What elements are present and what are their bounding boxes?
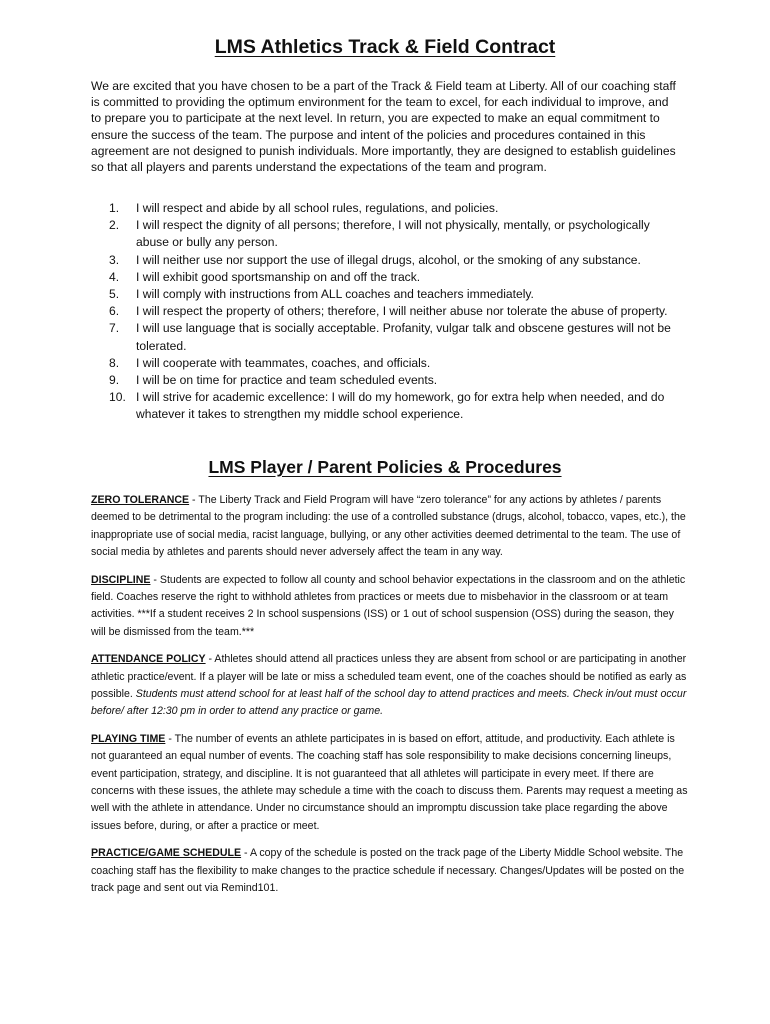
rule-text: I will be on time for practice and team scheduled events. bbox=[136, 373, 438, 388]
policy-label: PLAYING TIME bbox=[91, 733, 166, 746]
policy-schedule bbox=[91, 845, 691, 897]
rule-number: 7. bbox=[109, 321, 120, 336]
rule-number: 6. bbox=[109, 304, 120, 319]
rule-number: 8. bbox=[109, 355, 120, 370]
rule-item bbox=[91, 286, 681, 303]
rule-text: I will exhibit good sportsmanship on and off the track. bbox=[136, 269, 421, 284]
rule-item bbox=[91, 217, 681, 251]
policy-separator: - bbox=[165, 733, 175, 746]
rule-number: 4. bbox=[109, 269, 120, 284]
policy-separator: - bbox=[150, 573, 160, 586]
rule-item bbox=[91, 303, 681, 320]
policy-discipline bbox=[91, 572, 691, 641]
policy-attendance bbox=[91, 651, 691, 720]
rule-text: I will strive for academic excellence: I will do my homework, go for extra help when needed, and do whatever it takes to strengthen my middle school experience. bbox=[136, 390, 665, 422]
contract-intro: We are excited that you have chosen to be a part of the Track & Field team at Liberty. All of our coaching staff is committed to providing the optimum environment for the team to excel, for each individual to improve, and to prepare you to participate at the next level. In return, you are expected to make an equal commitment to ensure the success of the team. The purpose and intent of the policies and procedures contained in this agreement are not designed to punish individuals. More importantly, they are designed to establish guidelines so that all players and parents understand the expectations of the team and program. bbox=[91, 79, 676, 175]
policy-label: DISCIPLINE bbox=[91, 573, 151, 586]
policy-separator: - bbox=[189, 494, 199, 506]
rule-number: 3. bbox=[109, 252, 120, 267]
rules-list bbox=[91, 200, 681, 424]
contract-title: LMS Athletics Track & Field Contract bbox=[214, 36, 556, 58]
rule-text: I will respect the dignity of all persons; therefore, I will not physically, mentally, or psychologically abuse or bully any person. bbox=[136, 218, 650, 250]
rule-item bbox=[91, 389, 681, 423]
rule-text: I will respect and abide by all school rules, regulations, and policies. bbox=[136, 201, 499, 215]
rule-number: 1. bbox=[109, 201, 120, 215]
policy-label: ZERO TOLERANCE bbox=[91, 494, 190, 506]
rule-number: 2. bbox=[109, 218, 120, 233]
rule-number: 9. bbox=[109, 373, 120, 388]
rule-item bbox=[91, 200, 681, 217]
policy-text: The Liberty Track and Field Program will have “zero tolerance” for any actions by athletes / parents deemed to be detrimental to the program including: the use of a controlled substance (drugs, alcohol, tobacco, vapes, etc.), the inappropriate use of social media, racist language, bullying, or any other activities deemed detrimental to the team. The use of social media by athletes and parents should never adversely affect the team in any way. bbox=[91, 494, 686, 558]
policy-text: Students are expected to follow all county and school behavior expectations in the classroom and on the athletic field. Coaches reserve the right to withhold athletes from practices or meets due to misbehavior in the classroom or at team activities. ***If a student receives 2 In school suspensions (ISS) or 1 out of school suspension (OSS) during the season, they will be dismissed from the team.*** bbox=[91, 573, 686, 638]
policy-separator: - bbox=[205, 653, 215, 666]
policy-text: A copy of the schedule is posted on the track page of the Liberty Middle School website. The coaching staff has the flexibility to make changes to the practice schedule if necessary. Changes/Updates will be posted on the track page and sent out via Remind101. bbox=[91, 847, 685, 894]
policy-text: Athletes should attend all practices unless they are absent from school or are participating in another athletic practice/event. If a player will be late or miss a scheduled team event, one of the coaches should be notified as early as possible. bbox=[91, 653, 687, 700]
policy-text: The number of events an athlete participates in is based on effort, attitude, and productivity. Each athlete is not guaranteed an equal number of events. The coaching staff has sole responsibility to make decisions concerning lineups, event participation, strategy, and discipline. It is not guaranteed that all athletes will participate in every meet. If there are concerns with these issues, the athlete may schedule a time with the coach to discuss them. Parents may request a meeting as well with the athlete in attendance. Under no circumstance should an impromptu discussion take place regarding the above issues before, during, or after a practice or meet. bbox=[91, 733, 688, 832]
policy-separator: - bbox=[241, 847, 250, 860]
policy-zero-tolerance bbox=[91, 492, 691, 561]
rule-number: 5. bbox=[109, 287, 120, 302]
policies-section bbox=[91, 492, 691, 908]
rule-text: I will use language that is socially acceptable. Profanity, vulgar talk and obscene gestures will not be tolerated. bbox=[136, 321, 671, 353]
policy-emphasis: Students must attend school for at least half of the school day to attend practices and meets. Check in/out must occur before/ after 12:30 pm in order to attend any practice or game. bbox=[91, 687, 687, 718]
policy-label: PRACTICE/GAME SCHEDULE bbox=[91, 847, 242, 860]
rule-item bbox=[91, 372, 681, 389]
rule-text: I will respect the property of others; therefore, I will neither abuse nor tolerate the abuse of property. bbox=[136, 304, 668, 319]
rule-item bbox=[91, 252, 681, 269]
rule-text: I will comply with instructions from ALL coaches and teachers immediately. bbox=[136, 287, 534, 302]
rule-text: I will neither use nor support the use of illegal drugs, alcohol, or the smoking of any substance. bbox=[136, 252, 641, 267]
policy-playing-time bbox=[91, 731, 691, 835]
policy-label: ATTENDANCE POLICY bbox=[91, 653, 206, 666]
rule-text: I will cooperate with teammates, coaches, and officials. bbox=[136, 355, 431, 370]
policies-title: LMS Player / Parent Policies & Procedures bbox=[208, 457, 562, 477]
rule-number: 10. bbox=[109, 390, 126, 405]
rule-item bbox=[91, 355, 681, 372]
rule-item bbox=[91, 320, 681, 354]
rule-item bbox=[91, 269, 681, 286]
